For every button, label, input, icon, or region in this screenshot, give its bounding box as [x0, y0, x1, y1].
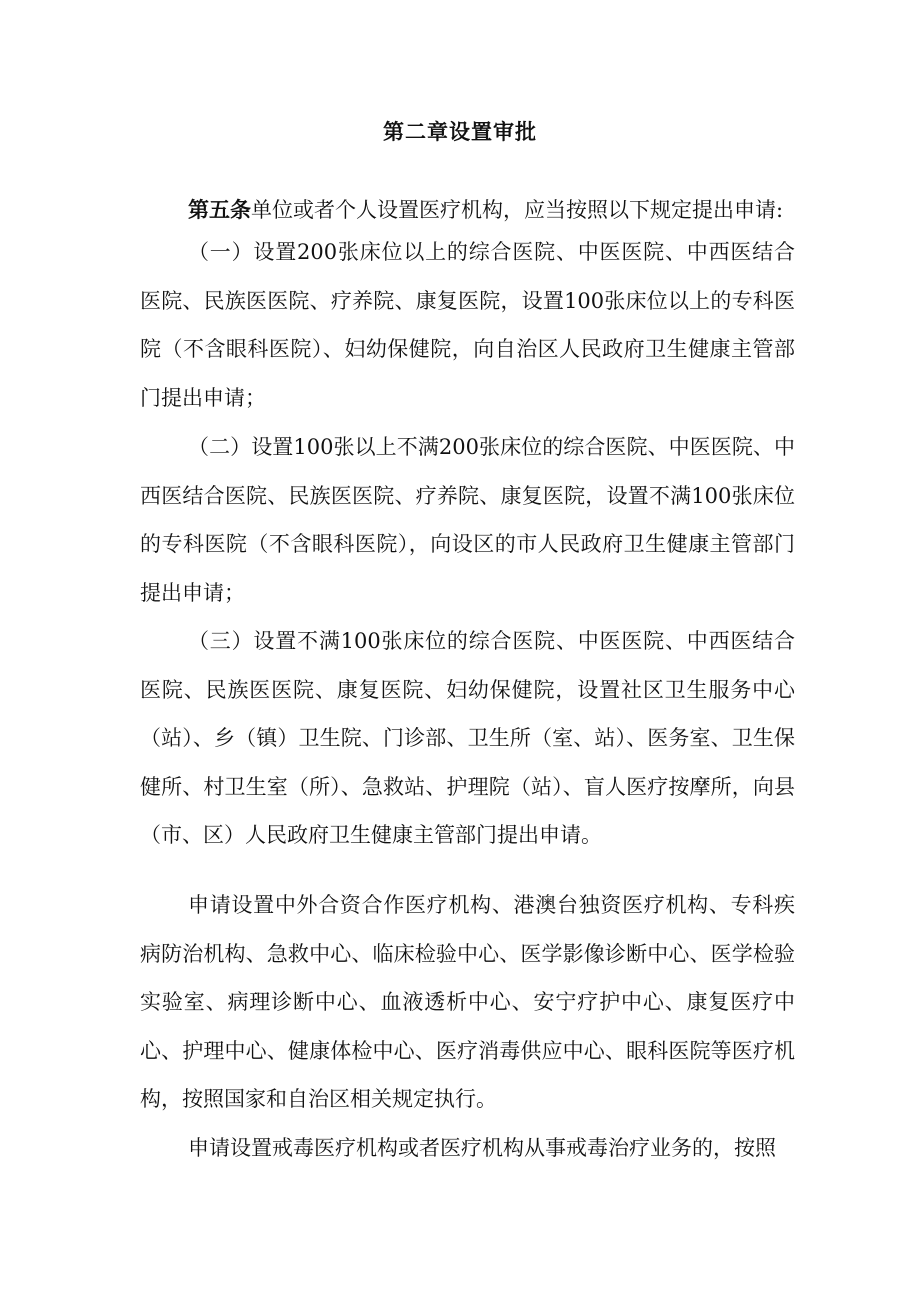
- article-5-item-2: （二）设置100张以上不满200张床位的综合医院、中医医院、中西医结合医院、民族医医院、疗养院、康复医院，设置不满100张床位的专科医院（不含眼科医院），向设区的市人民政府卫生健康主管部门提出申请；: [140, 435, 795, 605]
- paragraph-drug-rehab: 申请设置戒毒医疗机构或者医疗机构从事戒毒治疗业务的，按照: [188, 1136, 776, 1160]
- article-5-intro-text: 单位或者个人设置医疗机构，应当按照以下规定提出申请:: [251, 198, 784, 222]
- article-5-item-3: （三）设置不满100张床位的综合医院、中医医院、中西医结合医院、民族医医院、康复医院、妇幼保健院，设置社区卫生服务中心（站）、乡（镇）卫生院、门诊部、卫生所（室、站）、医务室、卫生保健所、村卫生室（所）、急救站、护理院（站）、盲人医疗按摩所，向县（市、区）人民政府卫生健康主管部门提出申请。: [140, 629, 795, 848]
- article-5-label: 第五条: [188, 197, 251, 222]
- chapter-title: 第二章设置审批: [383, 119, 537, 144]
- article-5-item-1: （一）设置200张床位以上的综合医院、中医医院、中西医结合医院、民族医医院、疗养院、康复医院，设置100张床位以上的专科医院（不含眼科医院）、妇幼保健院，向自治区人民政府卫生健康主管部门提出申请；: [140, 240, 795, 410]
- paragraph-foreign-institutions: 申请设置中外合资合作医疗机构、港澳台独资医疗机构、专科疾病防治机构、急救中心、临床检验中心、医学影像诊断中心、医学检验实验室、病理诊断中心、血液透析中心、安宁疗护中心、康复医疗中心、护理中心、健康体检中心、医疗消毒供应中心、眼科医院等医疗机构，按照国家和自治区相关规定执行。: [140, 893, 795, 1112]
